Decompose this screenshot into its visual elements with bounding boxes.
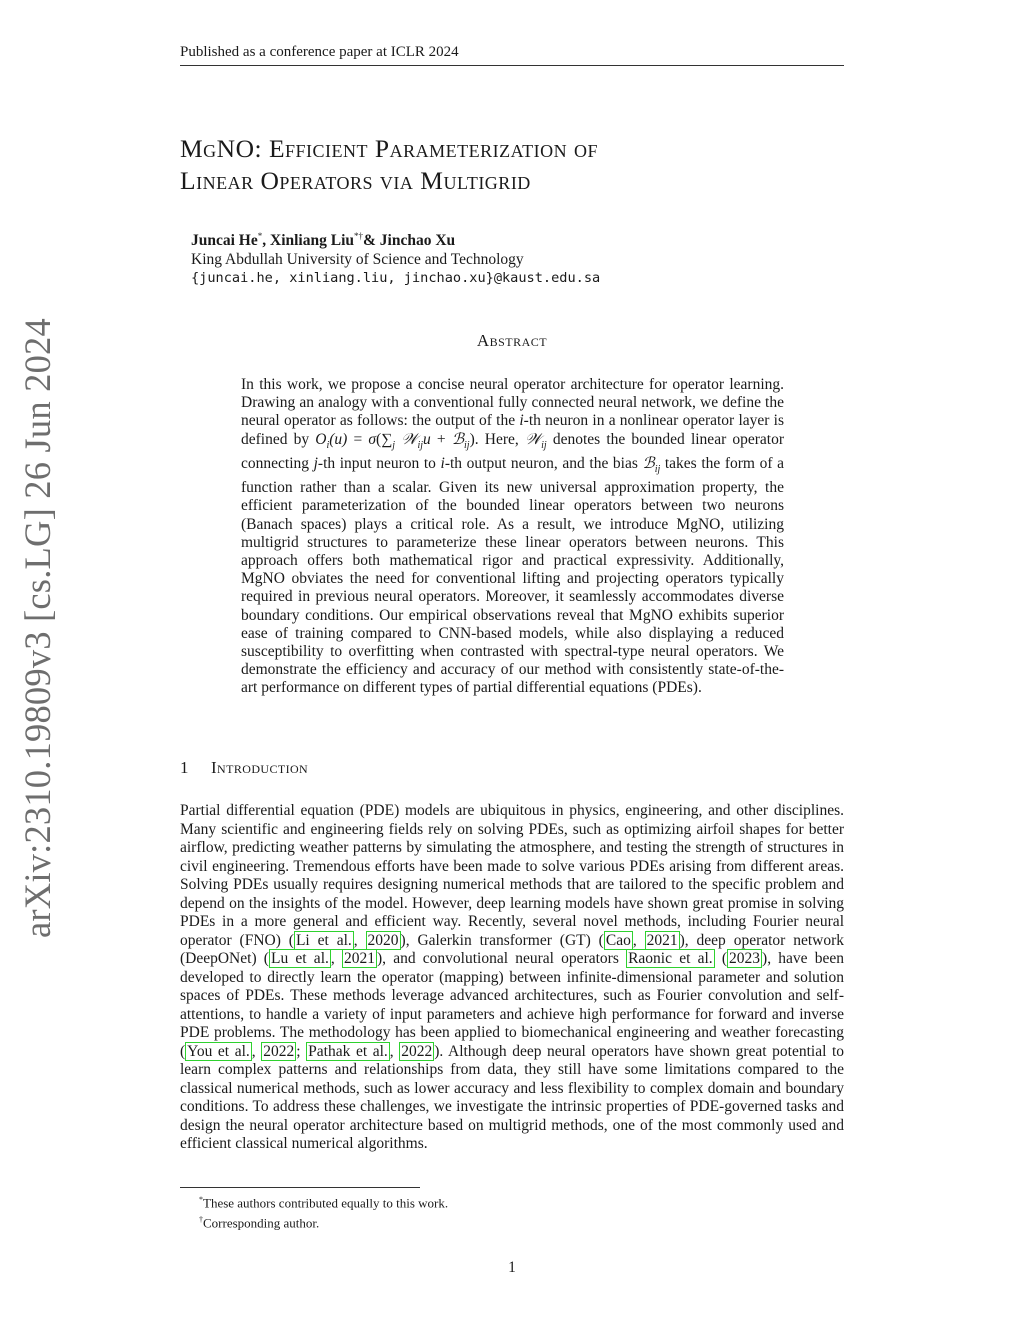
citation-link[interactable]: 2021 bbox=[343, 950, 375, 967]
abstract-text-5: -th input neuron to bbox=[317, 454, 441, 472]
intro-text-5: ), have been developed to directly learn the operator (mapping) between infinite-dimensional parameter and solution spaces of PDEs. These methods leverage advanced architectures, such as Fourier convolution and self-attentions, to handle a variety of input parameters and achieve high performance for forward and inverse PDE problems. The methodology has been applied to biomechanical engineering and weather forecasting ( bbox=[180, 950, 845, 1060]
intro-text-3: ), deep operator network (DeepONet) ( bbox=[180, 931, 845, 967]
section-heading-introduction bbox=[180, 758, 308, 778]
author-1: Juncai He bbox=[191, 232, 258, 250]
abstract-text-2: -th neuron in a nonlinear operator layer is defined by bbox=[241, 412, 784, 448]
author-block bbox=[191, 227, 600, 288]
introduction-paragraph: Partial differential equation (PDE) models are ubiquitous in physics, engineering, and other disciplines. Many scientific and engineering fields rely on solving PDEs, such as optimizing airfoil shapes for better airflow, predicting weather patterns by simulating the atmosphere, and testing the strength of structures in civil engineering. Tremendous efforts have been made to solve various PDEs arising from different areas. Solving PDEs usually requires designing numerical methods that are tailored to the specific problem and depend on the insights of the model. However, deep learning models have shown great promise in solving PDEs in a more general and efficient way. Recently, several novel methods, including Fourier neural operator (FNO) ( Li et al. , 2020 ), Galerkin transformer (GT) ( Cao , 2021 ), deep operator network (DeepONet) ( Lu et al. , 2021 ), and convolutional neural operators Raonic et al. ( 2023 ), have been developed to directly learn the operator (mapping) between infinite-dimensional parameter and solution spaces of PDEs. These methods leverage advanced architectures, such as Fourier convolution and self-attentions, to handle a variety of input parameters and achieve high performance for forward and inverse PDE problems. The methodology has been applied to biomechanical engineering and weather forecasting ( You et al. , 2022 ; Pathak et al. , 2022 ). Although deep neural operators have shown great potential to learn complex patterns and relationships from data, they still have some limitations compared to the classical numerical methods, such as lower accuracy and less flexibility to complex domain and boundary conditions. To address these challenges, we investigate the intrinsic properties of PDE-governed tasks and design the neural operator architecture based on multigrid methods, one of the most commonly used and efficient classical numerical algorithms. bbox=[180, 802, 845, 1152]
citation-link[interactable]: Pathak et al. bbox=[308, 1042, 388, 1060]
affiliation: King Abdullah University of Science and Technology bbox=[191, 251, 524, 269]
abstract-body: In this work, we propose a concise neural operator architecture for operator learning. Drawing an analogy with a conventional fully connected neural network, we define the neural operator as follows: the output of the i-th neuron in a nonlinear operator layer is defined by $O_i(u) = \sigma(\sum_j$ 𝒲$_{ij}$u + ℬ$_{ij}$). Here, 𝒲$_{ij}$ denotes the bounded linear operator connecting j-th input neuron to i-th output neuron, and the bias ℬ$_{ij}$ takes the form of a function rather than a scalar. Given its new universal approximation property, the efficient parameterization of the bounded linear operators between two neurons (Banach spaces) plays a critical role. As a result, we introduce MgNO, utilizing multigrid structures to parameterize these linear operators between neurons. This approach offers both mathematical rigor and practical expressivity. Additionally, MgNO obviates the need for conventional lifting and projecting operators typically required in previous neural operators. Moreover, it seamlessly accommodates diverse boundary conditions. Our empirical observations reveal that MgNO exhibits superior ease of training compared to CNN-based models, while also displaying a reduced susceptibility to overfitting when contrasted with spectral-type neural operators. We demonstrate the efficiency and accuracy of our method with consistently state-of-the-art performance on different types of partial differential equations (PDEs). bbox=[241, 376, 785, 697]
footnote-equal-contribution: *These authors contributed equally to this work. bbox=[199, 1195, 449, 1211]
header-rule bbox=[180, 65, 844, 66]
author-2: Xinliang Liu bbox=[270, 232, 354, 250]
citation-link[interactable]: Cao bbox=[605, 931, 631, 949]
abstract-text-3: . Here, bbox=[474, 430, 525, 448]
footnote-corresponding-author: †Corresponding author. bbox=[199, 1215, 320, 1231]
citation-link[interactable]: 2020 bbox=[367, 931, 399, 949]
author-emails: {juncai.he, xinliang.liu, jinchao.xu}@kaust.edu.sa bbox=[191, 270, 601, 287]
footnote-1-text: These authors contributed equally to this work. bbox=[203, 1195, 449, 1211]
abstract-text-7: takes the form of a function rather than a scalar. Given its new universal approximation property, the efficient parameterization of the bounded linear operators between two neurons (Banach spaces) plays a critical role. As a result, we introduce MgNO, utilizing multigrid structures to parameterize these linear operators between neurons. This approach offers both mathematical rigor and practical expressivity. Additionally, MgNO obviates the need for conventional lifting and projecting operators typically required in previous neural operators. Moreover, it seamlessly accommodates diverse boundary conditions. Our empirical observations reveal that MgNO exhibits superior ease of training compared to CNN-based models, while also displaying a reduced susceptibility to overfitting when contrasted with spectral-type neural operators. We demonstrate the efficiency and accuracy of our method with consistently state-of-the-art performance on different types of partial differential equations (PDEs). bbox=[241, 454, 784, 697]
arxiv-sidebar-stamp: arXiv:2310.19809v3 [cs.LG] 26 Jun 2024 bbox=[17, 318, 58, 938]
citation-link[interactable]: Li et al. bbox=[295, 931, 352, 949]
citation-link[interactable]: Lu et al. bbox=[270, 950, 329, 967]
author-names: Juncai He*, Xinliang Liu*†& Jinchao Xu bbox=[191, 231, 456, 250]
intro-text-1: Partial differential equation (PDE) models are ubiquitous in physics, engineering, and other disciplines. Many scientific and engineering fields rely on solving PDEs, such as optimizing airfoil shapes for better airflow, predicting weather patterns by simulating the atmosphere, and testing the strength of structures in civil engineering. Tremendous efforts have been made to solve various PDEs arising from different areas. Solving PDEs usually requires designing numerical methods that are tailored to the specific problem and depend on the insights of the model. However, deep learning models have shown great promise in solving PDEs in a more general and efficient way. Recently, several novel methods, including Fourier neural operator (FNO) ( bbox=[180, 802, 844, 949]
section-number: 1 bbox=[180, 758, 189, 777]
footnote-rule bbox=[180, 1187, 420, 1188]
citation-link[interactable]: You et al. bbox=[187, 1042, 250, 1060]
running-header: Published as a conference paper at ICLR 2024 bbox=[180, 44, 459, 60]
citation-link[interactable]: 2023 bbox=[729, 950, 761, 967]
citation-link[interactable]: Raonic et al. bbox=[628, 950, 713, 967]
footnotes bbox=[199, 1191, 448, 1232]
title-line-1: MgNO: Efficient Parameterization of bbox=[180, 134, 598, 163]
intro-text-4: ), and convolutional neural operators bbox=[376, 950, 627, 967]
neuron-formula: $O_i(u) = \sigma(\sum_j$ 𝒲$_{ij}$u + ℬ$_{ij}$) bbox=[315, 430, 475, 451]
intro-text-6: ). Although deep neural operators have shown great potential to learn complex patterns and relationships from data, they still have some limitations compared to the classical numerical methods, such as lower accuracy and less flexibility to complex domain and boundary conditions. To address these challenges, we investigate the intrinsic properties of PDE-governed tasks and design the neural operator architecture based on multigrid methods, one of the most commonly used and efficient classical numerical algorithms. bbox=[180, 1042, 845, 1152]
footnote-2-text: Corresponding author. bbox=[203, 1215, 320, 1231]
intro-text-2: ), Galerkin transformer (GT) ( bbox=[400, 931, 604, 949]
abstract-text-6: -th output neuron, and the bias bbox=[444, 454, 643, 472]
section-title: Introduction bbox=[211, 758, 309, 777]
abstract-heading: Abstract bbox=[476, 331, 548, 350]
paper-title bbox=[180, 133, 598, 197]
abstract-text-1: In this work, we propose a concise neural operator architecture for operator learning. Drawing an analogy with a conventional fully connected neural network, we define the neural operator as follows: the output of the bbox=[241, 376, 784, 430]
author-ampersand: & bbox=[363, 232, 380, 250]
abstract-text-4: denotes the bounded linear operator connecting bbox=[241, 430, 785, 472]
citation-link[interactable]: 2021 bbox=[646, 931, 678, 949]
page-number: 1 bbox=[508, 1259, 516, 1276]
citation-link[interactable]: 2022 bbox=[401, 1042, 433, 1060]
title-line-2: Linear Operators via Multigrid bbox=[180, 166, 531, 195]
author-3: Jinchao Xu bbox=[379, 232, 456, 250]
citation-link[interactable]: 2022 bbox=[263, 1042, 295, 1060]
